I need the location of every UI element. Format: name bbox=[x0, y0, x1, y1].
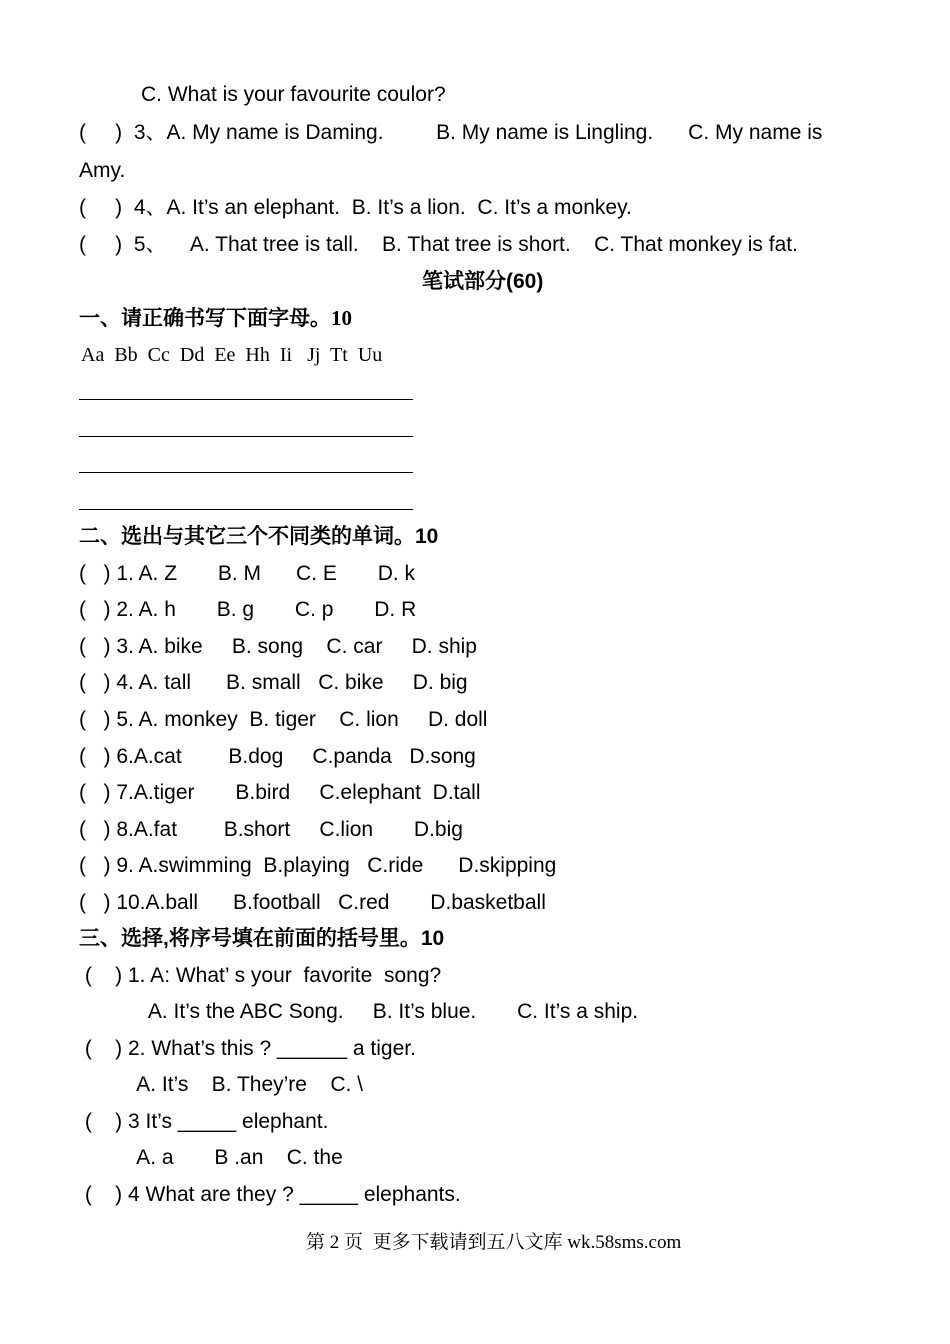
section2-item: ( ) 2. A. h B. g C. p D. R bbox=[79, 598, 417, 621]
q2-option-c: C. What is your favourite coulor? bbox=[141, 83, 446, 106]
section3-q2-options: A. It’s B. They’re C. \ bbox=[79, 1073, 363, 1096]
page-footer: 第 2 页 更多下载请到五八文库 wk.58sms.com bbox=[306, 1232, 682, 1253]
section3-q3-options: A. a B .an C. the bbox=[79, 1146, 343, 1169]
listening-q4: ( ) 4、A. It’s an elephant. B. It’s a lion. C. It’s a monkey. bbox=[79, 196, 632, 219]
writing-line-2 bbox=[79, 436, 413, 437]
section3-q2: ( ) 2. What’s this ? ______ a tiger. bbox=[79, 1037, 416, 1060]
section1-heading: 一、请正确书写下面字母。10 bbox=[79, 306, 352, 330]
writing-line-3 bbox=[79, 472, 413, 473]
section2-item: ( ) 8.A.fat B.short C.lion D.big bbox=[79, 818, 463, 841]
writing-line-4 bbox=[79, 509, 413, 510]
section2-item: ( ) 10.A.ball B.football C.red D.basketball bbox=[79, 891, 546, 914]
section2-item: ( ) 5. A. monkey B. tiger C. lion D. doll bbox=[79, 708, 488, 731]
section2-item: ( ) 9. A.swimming B.playing C.ride D.skipping bbox=[79, 854, 557, 877]
section3-q1-options: A. It’s the ABC Song. B. It’s blue. C. It’s a ship. bbox=[79, 1000, 639, 1023]
writing-line-1 bbox=[79, 399, 413, 400]
listening-q5: ( ) 5、 A. That tree is tall. B. That tree is short. C. That monkey is fat. bbox=[79, 233, 798, 256]
listening-q3-line2: Amy. bbox=[79, 159, 126, 182]
written-part-title: 笔试部分(60) bbox=[422, 270, 544, 293]
section3-q3: ( ) 3 It’s _____ elephant. bbox=[79, 1110, 329, 1133]
letters-line: Aa Bb Cc Dd Ee Hh Ii Jj Tt Uu bbox=[81, 344, 383, 366]
section3-q4: ( ) 4 What are they ? _____ elephants. bbox=[79, 1183, 461, 1206]
section2-item: ( ) 3. A. bike B. song C. car D. ship bbox=[79, 635, 477, 658]
section2-item: ( ) 4. A. tall B. small C. bike D. big bbox=[79, 671, 468, 694]
section2-item: ( ) 7.A.tiger B.bird C.elephant D.tall bbox=[79, 781, 481, 804]
listening-q3-line1: ( ) 3、A. My name is Daming. B. My name is Lingling. C. My name is bbox=[79, 121, 823, 144]
section3-heading: 三、选择,将序号填在前面的括号里。10 bbox=[79, 927, 445, 950]
section2-item: ( ) 6.A.cat B.dog C.panda D.song bbox=[79, 745, 476, 768]
section3-q1: ( ) 1. A: What’ s your favorite song? bbox=[79, 964, 442, 987]
section2-item: ( ) 1. A. Z B. M C. E D. k bbox=[79, 562, 416, 585]
section2-heading: 二、选出与其它三个不同类的单词。10 bbox=[79, 525, 439, 548]
